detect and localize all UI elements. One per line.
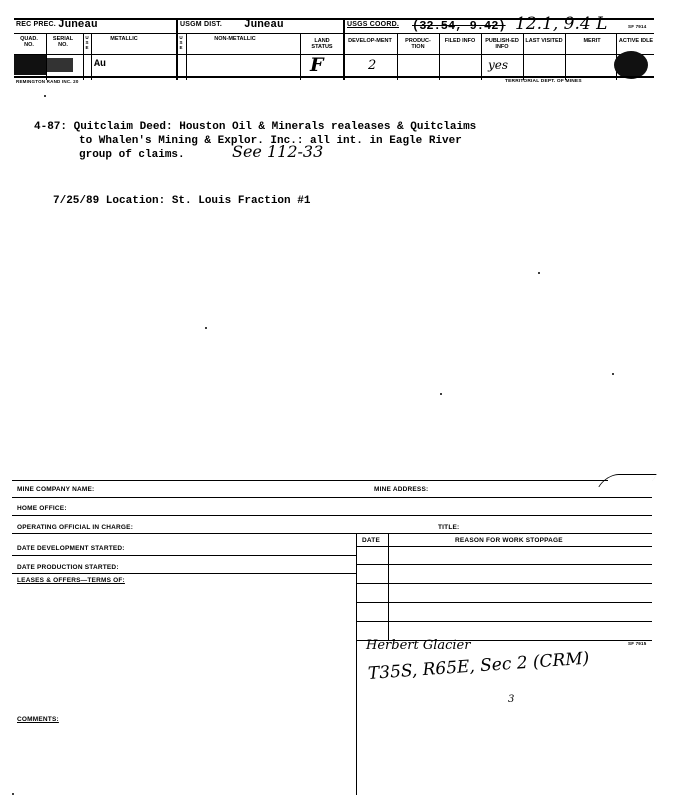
col-divider — [300, 33, 301, 80]
col-last-visited: LAST VISITED — [525, 38, 563, 44]
handwritten-section-number: 3 — [508, 694, 515, 705]
reason-column-divider — [388, 533, 389, 641]
serial-number-blackout — [47, 58, 73, 72]
header-rule — [14, 54, 654, 55]
col-development: DEVELOP-MENT — [348, 38, 392, 44]
reason-column-label: REASON FOR WORK STOPPAGE — [455, 537, 563, 544]
comments-label: COMMENTS: — [17, 716, 59, 723]
form-number-bottom: SF 7915 — [628, 641, 647, 646]
row-metallic-value: Au — [94, 59, 107, 70]
handwritten-township-range: T35S, R65E, Sec 2 (CRM) — [367, 648, 590, 684]
table-rule — [356, 564, 652, 565]
home-office-label: HOME OFFICE: — [17, 505, 67, 512]
form-rule — [12, 533, 652, 534]
printer-mark: REMINGTON RAND INC. 20 — [16, 79, 79, 84]
form-rule — [12, 497, 652, 498]
table-rule — [356, 621, 652, 622]
usgs-coord-value: (32.54, 9.42) — [412, 19, 506, 33]
form-rule — [12, 573, 356, 574]
scan-speck — [12, 793, 14, 795]
date-production-label: DATE PRODUCTION STARTED: — [17, 564, 119, 571]
col-published-info: PUBLISH-ED INFO — [485, 38, 519, 50]
card-tab — [598, 474, 657, 487]
col-production: PRODUC-TION — [405, 38, 431, 50]
col-filed-info: FILED INFO — [444, 38, 476, 44]
form-rule — [12, 515, 652, 516]
form-top-rule — [12, 480, 608, 481]
col-divider — [46, 33, 47, 80]
table-rule — [356, 583, 652, 584]
col-divider — [481, 33, 482, 80]
col-serial: SERIAL NO. — [52, 36, 74, 48]
note-line-3: group of claims. — [79, 149, 185, 161]
note-line-1: 4-87: Quitclaim Deed: Houston Oil & Minerals realeases & Quitclaims — [34, 121, 477, 133]
scan-speck — [538, 272, 540, 274]
table-rule — [356, 546, 652, 547]
col-divider — [523, 33, 524, 80]
form-rule — [12, 555, 356, 556]
form-number-top: SF 7914 — [628, 24, 647, 29]
col-metallic: METALLIC — [110, 36, 138, 42]
col-quad: QUAD. NO. — [20, 36, 38, 48]
row-published-value: yes — [488, 58, 509, 72]
col-non-metallic: NON-METALLIC — [214, 36, 256, 42]
title-label: TITLE: — [438, 524, 460, 531]
col-u-mid: U S E — [179, 35, 183, 50]
col-divider — [397, 33, 398, 80]
scan-speck — [440, 393, 442, 395]
usgs-dist-value: Juneau — [244, 19, 284, 31]
usgs-coord-label: USGS COORD. — [347, 21, 399, 28]
date-development-label: DATE DEVELOPMENT STARTED: — [17, 545, 125, 552]
mine-address-label: MINE ADDRESS: — [374, 486, 429, 493]
usgs-dist-label: USGM DIST. — [180, 21, 223, 28]
row-land-status-value: F — [310, 54, 324, 76]
col-merit: MERIT — [583, 38, 601, 44]
row-development-value: 2 — [368, 58, 377, 73]
header-bottom-rule — [14, 76, 654, 78]
scan-speck — [612, 373, 614, 375]
col-land-status: LAND STATUS — [311, 38, 333, 50]
col-u-top: U S E — [85, 35, 89, 50]
see-reference-handwritten: See 112-33 — [232, 142, 324, 161]
scan-speck — [44, 95, 46, 97]
note-line-4: 7/25/89 Location: St. Louis Fraction #1 — [53, 195, 311, 207]
header-divider — [343, 18, 345, 80]
table-rule — [356, 602, 652, 603]
operating-official-label: OPERATING OFFICIAL IN CHARGE: — [17, 524, 134, 531]
date-column-divider — [356, 533, 357, 795]
rec-prec-value: Juneau — [58, 19, 98, 31]
col-divider — [565, 33, 566, 80]
col-divider — [186, 33, 187, 80]
footer-right: TERRITORIAL DEPT. OF MINES — [505, 79, 582, 84]
coord-handwritten: 12.1, 9.4 L — [515, 14, 608, 34]
leases-label: LEASES & OFFERS—TERMS OF: — [17, 577, 125, 584]
date-column-label: DATE — [362, 537, 381, 544]
quad-number-blackout — [14, 55, 46, 75]
col-active-idle: ACTIVE IDLE — [618, 38, 654, 44]
col-divider — [91, 33, 92, 80]
col-divider — [439, 33, 440, 80]
mine-company-label: MINE COMPANY NAME: — [17, 486, 95, 493]
note-line-2: to Whalen's Mining & Explor. Inc.: all int. in Eagle River — [79, 135, 462, 147]
header-rule — [14, 33, 654, 34]
handwritten-location-name: Herbert Glacier — [366, 638, 471, 653]
rec-prec-label: REC PREC. — [16, 21, 56, 28]
scan-speck — [205, 327, 207, 329]
active-stamp — [614, 51, 648, 79]
